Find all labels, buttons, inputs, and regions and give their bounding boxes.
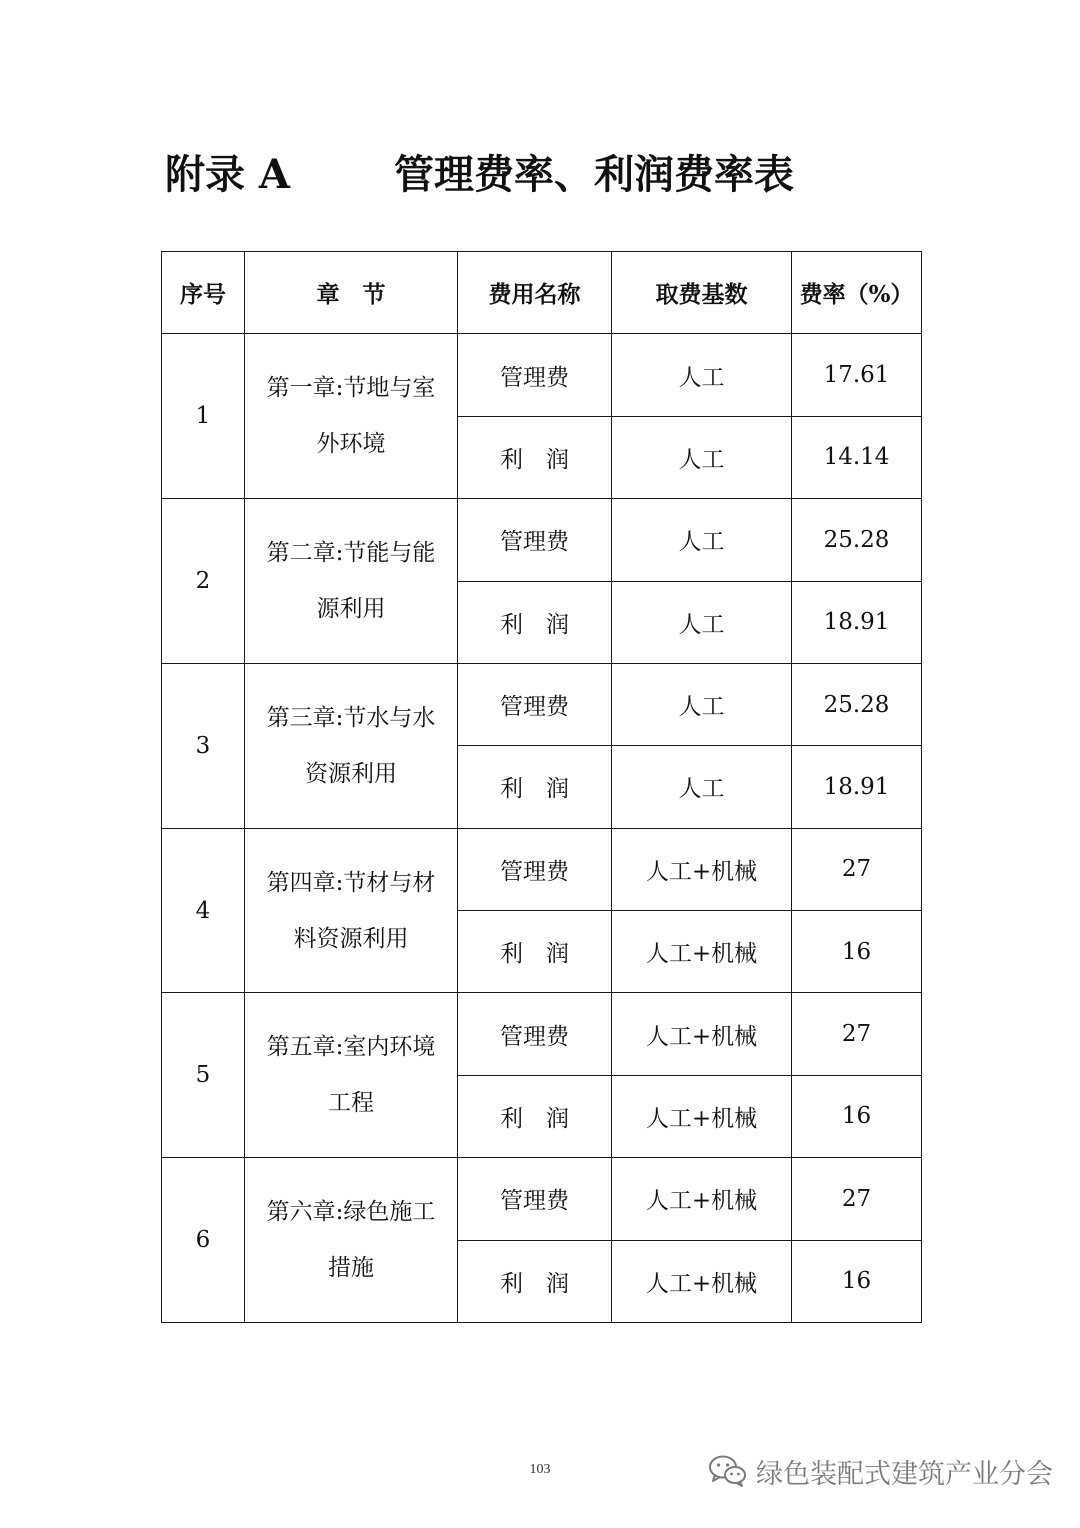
- appendix-label: 附录 A: [165, 151, 290, 198]
- header-chapter: 章 节: [245, 252, 458, 334]
- chapter-line: 资源利用: [305, 760, 397, 787]
- fee-name-cell: 管理费: [458, 499, 612, 581]
- fee-base-cell: 人工+机械: [612, 828, 792, 910]
- fee-base-cell: 人工: [612, 746, 792, 828]
- fee-name-cell: 管理费: [458, 993, 612, 1075]
- watermark-text: 绿色装配式建筑产业分会: [756, 1458, 1053, 1490]
- fee-name-cell: 利 润: [458, 1075, 612, 1157]
- fee-base-cell: 人工+机械: [612, 911, 792, 993]
- rate-cell: 27: [792, 993, 922, 1075]
- fee-base-cell: 人工+机械: [612, 993, 792, 1075]
- chapter-cell: [245, 1158, 458, 1323]
- chapter-line: 第五章:室内环境: [266, 1034, 436, 1061]
- rate-cell: 25.28: [792, 663, 922, 745]
- chapter-cell: [245, 828, 458, 993]
- header-fee-base: 取费基数: [612, 252, 792, 334]
- rate-cell: 16: [792, 1075, 922, 1157]
- table-row: [162, 663, 922, 745]
- serial-cell: 2: [162, 499, 245, 664]
- rate-cell: 16: [792, 911, 922, 993]
- chapter-line: 外环境: [316, 431, 386, 458]
- fee-name-cell: 利 润: [458, 1240, 612, 1323]
- rate-cell: 27: [792, 1158, 922, 1240]
- watermark: [708, 1446, 1053, 1496]
- table-row: [162, 1158, 922, 1240]
- table-row: [162, 828, 922, 910]
- fee-base-cell: 人工: [612, 416, 792, 498]
- chapter-line: 第二章:节能与能: [266, 540, 436, 566]
- chapter-line: 工程: [328, 1090, 374, 1117]
- page-number: 103: [529, 1462, 551, 1477]
- page-title: [165, 142, 794, 208]
- fee-base-cell: 人工+机械: [612, 1075, 792, 1157]
- table-row: [162, 499, 922, 581]
- fee-name-cell: 管理费: [458, 1158, 612, 1240]
- chapter-cell: [245, 993, 458, 1158]
- chapter-cell: [245, 334, 458, 499]
- fee-base-cell: 人工: [612, 499, 792, 581]
- fee-name-cell: 管理费: [458, 663, 612, 745]
- chapter-line: 源利用: [316, 596, 386, 622]
- serial-cell: 6: [162, 1158, 245, 1323]
- fee-base-cell: 人工: [612, 663, 792, 745]
- header-fee-name: 费用名称: [458, 252, 612, 334]
- fee-base-cell: 人工+机械: [612, 1158, 792, 1240]
- fee-base-cell: 人工: [612, 581, 792, 663]
- fee-name-cell: 利 润: [458, 581, 612, 663]
- rate-cell: 25.28: [792, 499, 922, 581]
- rate-cell: 17.61: [792, 334, 922, 416]
- appendix-title: 管理费率、利润费率表: [393, 151, 794, 198]
- rate-cell: 18.91: [792, 746, 922, 828]
- fee-name-cell: 管理费: [458, 334, 612, 416]
- serial-cell: 4: [162, 828, 245, 993]
- rate-cell: 18.91: [792, 581, 922, 663]
- chapter-line: 第一章:节地与室: [266, 375, 436, 402]
- table-row: [162, 993, 922, 1075]
- rate-cell: 14.14: [792, 416, 922, 498]
- rate-cell: 16: [792, 1240, 922, 1323]
- chapter-cell: [245, 499, 458, 664]
- fee-base-cell: 人工+机械: [612, 1240, 792, 1323]
- wechat-icon: [708, 1454, 748, 1488]
- chapter-line: 第六章:绿色施工: [266, 1199, 436, 1226]
- header-serial: 序号: [162, 252, 245, 334]
- chapter-line: 措施: [328, 1255, 374, 1282]
- serial-cell: 3: [162, 663, 245, 828]
- header-row: [162, 252, 922, 334]
- chapter-line: 第四章:节材与材: [266, 869, 436, 896]
- rate-cell: 27: [792, 828, 922, 910]
- header-rate: 费率（%）: [792, 252, 922, 334]
- serial-cell: 1: [162, 334, 245, 499]
- chapter-cell: [245, 663, 458, 828]
- chapter-line: 料资源利用: [293, 925, 409, 952]
- serial-cell: 5: [162, 993, 245, 1158]
- chapter-line: 第三章:节水与水: [266, 704, 436, 731]
- fee-name-cell: 利 润: [458, 746, 612, 828]
- fee-base-cell: 人工: [612, 334, 792, 416]
- table-row: [162, 334, 922, 416]
- fee-name-cell: 管理费: [458, 828, 612, 910]
- fee-rate-table: [161, 251, 922, 1323]
- fee-name-cell: 利 润: [458, 416, 612, 498]
- fee-name-cell: 利 润: [458, 911, 612, 993]
